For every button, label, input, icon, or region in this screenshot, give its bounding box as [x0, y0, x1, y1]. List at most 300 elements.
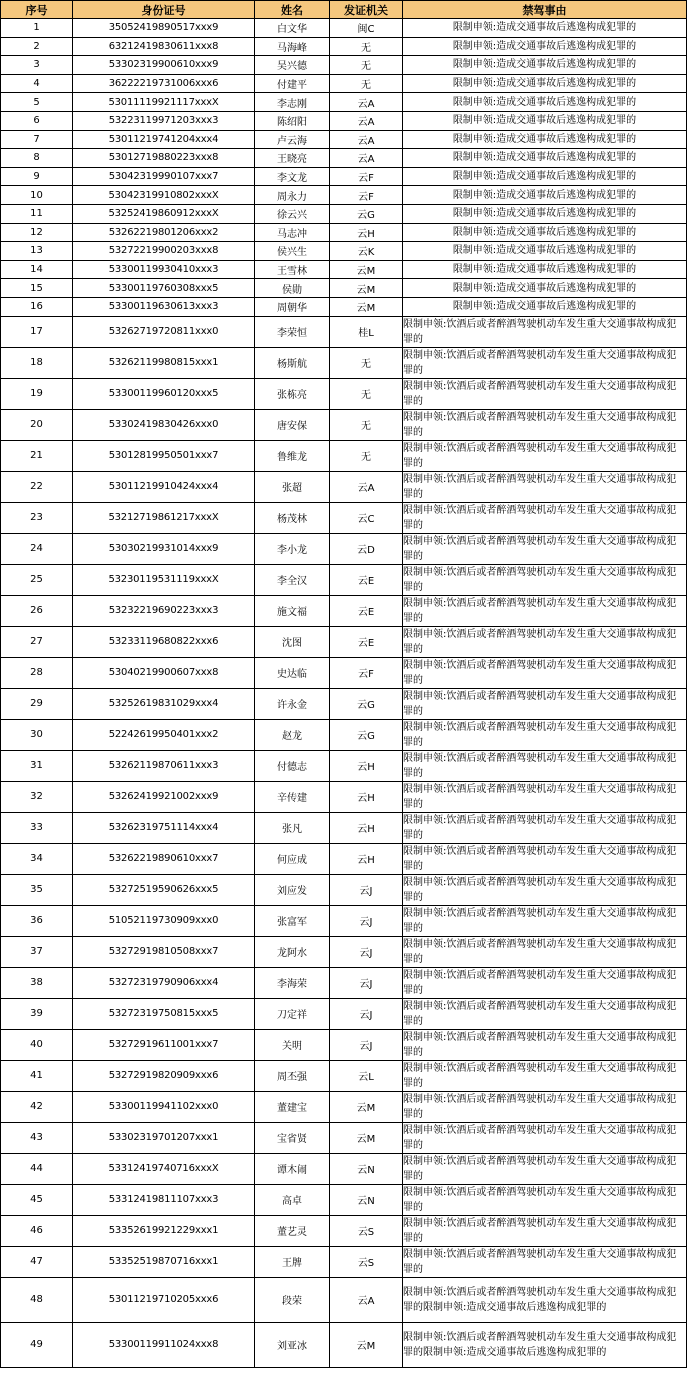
table-row [1, 688, 687, 719]
cell-name: 辛传建 [255, 781, 330, 812]
header-row [1, 1, 687, 19]
table-row [1, 967, 687, 998]
cell-org: 云N [330, 1184, 403, 1215]
cell-no: 19 [1, 378, 73, 409]
cell-org: 云M [330, 1122, 403, 1153]
cell-no: 38 [1, 967, 73, 998]
table-row [1, 750, 687, 781]
cell-no: 45 [1, 1184, 73, 1215]
cell-id: 53272319750815xxx5 [73, 998, 255, 1029]
table-row [1, 111, 687, 130]
cell-org: 云J [330, 998, 403, 1029]
cell-no: 25 [1, 564, 73, 595]
table-row [1, 905, 687, 936]
cell-name: 吴兴德 [255, 56, 330, 75]
header-name: 姓名 [255, 1, 330, 19]
cell-id: 53040219900607xxx8 [73, 657, 255, 688]
cell-reason: 限制申领:饮酒后或者醉酒驾驶机动车发生重大交通事故构成犯罪的限制申领:造成交通事故后逃逸构成犯罪的 [403, 1322, 687, 1367]
cell-reason: 限制申领:造成交通事故后逃逸构成犯罪的 [403, 19, 687, 38]
cell-org: 无 [330, 440, 403, 471]
cell-org: 云J [330, 967, 403, 998]
table-row [1, 167, 687, 186]
cell-org: 云K [330, 242, 403, 261]
cell-org: 云G [330, 204, 403, 223]
cell-no: 4 [1, 74, 73, 93]
cell-reason: 限制申领:饮酒后或者醉酒驾驶机动车发生重大交通事故构成犯罪的 [403, 1060, 687, 1091]
table-row [1, 812, 687, 843]
cell-id: 53300119930410xxx3 [73, 260, 255, 279]
table-row [1, 149, 687, 168]
cell-org: 桂L [330, 316, 403, 347]
cell-reason: 限制申领:造成交通事故后逃逸构成犯罪的 [403, 74, 687, 93]
cell-no: 36 [1, 905, 73, 936]
table-row [1, 260, 687, 279]
table-row [1, 186, 687, 205]
cell-no: 8 [1, 149, 73, 168]
cell-reason: 限制申领:造成交通事故后逃逸构成犯罪的 [403, 111, 687, 130]
cell-id: 53042319990107xxx7 [73, 167, 255, 186]
cell-org: 无 [330, 37, 403, 56]
table-row [1, 533, 687, 564]
cell-org: 云M [330, 279, 403, 298]
header-reason: 禁驾事由 [403, 1, 687, 19]
cell-id: 53252619831029xxx4 [73, 688, 255, 719]
cell-no: 6 [1, 111, 73, 130]
cell-reason: 限制申领:饮酒后或者醉酒驾驶机动车发生重大交通事故构成犯罪的 [403, 812, 687, 843]
cell-name: 侯兴生 [255, 242, 330, 261]
cell-name: 周朝华 [255, 297, 330, 316]
cell-no: 12 [1, 223, 73, 242]
cell-reason: 限制申领:饮酒后或者醉酒驾驶机动车发生重大交通事故构成犯罪的 [403, 781, 687, 812]
cell-reason: 限制申领:饮酒后或者醉酒驾驶机动车发生重大交通事故构成犯罪的 [403, 998, 687, 1029]
cell-name: 周永力 [255, 186, 330, 205]
cell-reason: 限制申领:造成交通事故后逃逸构成犯罪的 [403, 93, 687, 112]
cell-reason: 限制申领:饮酒后或者醉酒驾驶机动车发生重大交通事故构成犯罪的 [403, 595, 687, 626]
table-row [1, 595, 687, 626]
cell-id: 53012819950501xxx7 [73, 440, 255, 471]
cell-no: 14 [1, 260, 73, 279]
cell-no: 16 [1, 297, 73, 316]
cell-id: 53272919611001xxx7 [73, 1029, 255, 1060]
cell-id: 53302419830426xxx0 [73, 409, 255, 440]
cell-reason: 限制申领:饮酒后或者醉酒驾驶机动车发生重大交通事故构成犯罪的 [403, 1184, 687, 1215]
cell-org: 云D [330, 533, 403, 564]
cell-no: 49 [1, 1322, 73, 1367]
table-row [1, 440, 687, 471]
cell-org: 云A [330, 1277, 403, 1322]
cell-org: 云H [330, 750, 403, 781]
cell-org: 云F [330, 186, 403, 205]
cell-name: 李小龙 [255, 533, 330, 564]
cell-name: 高卓 [255, 1184, 330, 1215]
cell-reason: 限制申领:饮酒后或者醉酒驾驶机动车发生重大交通事故构成犯罪的 [403, 409, 687, 440]
cell-name: 李全汉 [255, 564, 330, 595]
cell-no: 40 [1, 1029, 73, 1060]
cell-reason: 限制申领:饮酒后或者醉酒驾驶机动车发生重大交通事故构成犯罪的 [403, 502, 687, 533]
cell-name: 张栋亮 [255, 378, 330, 409]
cell-reason: 限制申领:饮酒后或者醉酒驾驶机动车发生重大交通事故构成犯罪的 [403, 688, 687, 719]
cell-id: 53212719861217xxxX [73, 502, 255, 533]
cell-name: 王雪林 [255, 260, 330, 279]
cell-no: 35 [1, 874, 73, 905]
cell-id: 51052119730909xxx0 [73, 905, 255, 936]
cell-no: 42 [1, 1091, 73, 1122]
cell-no: 21 [1, 440, 73, 471]
cell-no: 39 [1, 998, 73, 1029]
cell-name: 史达临 [255, 657, 330, 688]
cell-no: 11 [1, 204, 73, 223]
cell-reason: 限制申领:饮酒后或者醉酒驾驶机动车发生重大交通事故构成犯罪的 [403, 347, 687, 378]
cell-reason: 限制申领:饮酒后或者醉酒驾驶机动车发生重大交通事故构成犯罪的 [403, 1122, 687, 1153]
cell-reason: 限制申领:饮酒后或者醉酒驾驶机动车发生重大交通事故构成犯罪的 [403, 1029, 687, 1060]
cell-id: 53012719880223xxx8 [73, 149, 255, 168]
table-row [1, 1277, 687, 1322]
cell-no: 44 [1, 1153, 73, 1184]
cell-reason: 限制申领:饮酒后或者醉酒驾驶机动车发生重大交通事故构成犯罪的 [403, 1246, 687, 1277]
table-body [1, 19, 687, 1368]
cell-no: 30 [1, 719, 73, 750]
cell-id: 53030219931014xxx9 [73, 533, 255, 564]
cell-id: 53262219801206xxx2 [73, 223, 255, 242]
table-row [1, 502, 687, 533]
cell-name: 刀定祥 [255, 998, 330, 1029]
table-row [1, 37, 687, 56]
cell-name: 关明 [255, 1029, 330, 1060]
table-row [1, 93, 687, 112]
cell-id: 53262319751114xxx4 [73, 812, 255, 843]
table-row [1, 1060, 687, 1091]
table-row [1, 223, 687, 242]
cell-org: 云J [330, 1029, 403, 1060]
cell-id: 53302319900610xxx9 [73, 56, 255, 75]
cell-name: 龙阿水 [255, 936, 330, 967]
cell-name: 赵龙 [255, 719, 330, 750]
cell-reason: 限制申领:造成交通事故后逃逸构成犯罪的 [403, 149, 687, 168]
cell-no: 23 [1, 502, 73, 533]
header-id: 身份证号 [73, 1, 255, 19]
table-row [1, 874, 687, 905]
cell-id: 53272919810508xxx7 [73, 936, 255, 967]
table-row [1, 316, 687, 347]
cell-name: 陈绍阳 [255, 111, 330, 130]
cell-org: 无 [330, 74, 403, 93]
cell-reason: 限制申领:造成交通事故后逃逸构成犯罪的 [403, 223, 687, 242]
cell-reason: 限制申领:饮酒后或者醉酒驾驶机动车发生重大交通事故构成犯罪的 [403, 843, 687, 874]
table-row [1, 297, 687, 316]
cell-name: 徐云兴 [255, 204, 330, 223]
cell-org: 云A [330, 149, 403, 168]
cell-reason: 限制申领:饮酒后或者醉酒驾驶机动车发生重大交通事故构成犯罪的 [403, 316, 687, 347]
cell-no: 37 [1, 936, 73, 967]
cell-no: 31 [1, 750, 73, 781]
cell-id: 53272519590626xxx5 [73, 874, 255, 905]
cell-reason: 限制申领:造成交通事故后逃逸构成犯罪的 [403, 130, 687, 149]
table-row [1, 1153, 687, 1184]
cell-name: 王牌 [255, 1246, 330, 1277]
cell-no: 33 [1, 812, 73, 843]
cell-id: 53262219890610xxx7 [73, 843, 255, 874]
table-row [1, 1122, 687, 1153]
cell-id: 53300119960120xxx5 [73, 378, 255, 409]
cell-id: 53300119760308xxx5 [73, 279, 255, 298]
cell-no: 34 [1, 843, 73, 874]
table-row [1, 1215, 687, 1246]
cell-no: 15 [1, 279, 73, 298]
cell-id: 53272919820909xxx6 [73, 1060, 255, 1091]
cell-org: 无 [330, 347, 403, 378]
table-row [1, 564, 687, 595]
cell-no: 3 [1, 56, 73, 75]
cell-name: 施文福 [255, 595, 330, 626]
cell-org: 云M [330, 1322, 403, 1367]
cell-org: 云M [330, 297, 403, 316]
cell-org: 云N [330, 1153, 403, 1184]
cell-name: 杨茂林 [255, 502, 330, 533]
cell-name: 白文华 [255, 19, 330, 38]
cell-name: 刘亚冰 [255, 1322, 330, 1367]
table-row [1, 409, 687, 440]
cell-name: 李文龙 [255, 167, 330, 186]
cell-org: 云E [330, 626, 403, 657]
table-header [1, 1, 687, 19]
cell-reason: 限制申领:造成交通事故后逃逸构成犯罪的 [403, 204, 687, 223]
cell-id: 53230119531119xxxX [73, 564, 255, 595]
cell-org: 云L [330, 1060, 403, 1091]
cell-name: 宝省贤 [255, 1122, 330, 1153]
cell-no: 47 [1, 1246, 73, 1277]
cell-id: 53302319701207xxx1 [73, 1122, 255, 1153]
cell-no: 48 [1, 1277, 73, 1322]
cell-org: 云E [330, 564, 403, 595]
table-row [1, 56, 687, 75]
cell-id: 53262119870611xxx3 [73, 750, 255, 781]
cell-reason: 限制申领:造成交通事故后逃逸构成犯罪的 [403, 279, 687, 298]
table-row [1, 1246, 687, 1277]
cell-no: 22 [1, 471, 73, 502]
table-row [1, 74, 687, 93]
cell-id: 53352519870716xxx1 [73, 1246, 255, 1277]
cell-no: 1 [1, 19, 73, 38]
cell-org: 云H [330, 781, 403, 812]
cell-name: 李海荣 [255, 967, 330, 998]
header-org: 发证机关 [330, 1, 403, 19]
table-row [1, 279, 687, 298]
cell-reason: 限制申领:饮酒后或者醉酒驾驶机动车发生重大交通事故构成犯罪的 [403, 1153, 687, 1184]
cell-no: 2 [1, 37, 73, 56]
cell-no: 24 [1, 533, 73, 564]
cell-org: 云A [330, 130, 403, 149]
cell-reason: 限制申领:饮酒后或者醉酒驾驶机动车发生重大交通事故构成犯罪的 [403, 1091, 687, 1122]
cell-reason: 限制申领:造成交通事故后逃逸构成犯罪的 [403, 167, 687, 186]
cell-org: 云S [330, 1246, 403, 1277]
cell-id: 53312419811107xxx3 [73, 1184, 255, 1215]
cell-org: 云G [330, 719, 403, 750]
cell-id: 53312419740716xxxX [73, 1153, 255, 1184]
cell-org: 无 [330, 56, 403, 75]
table-row [1, 1029, 687, 1060]
cell-org: 云A [330, 111, 403, 130]
cell-reason: 限制申领:饮酒后或者醉酒驾驶机动车发生重大交通事故构成犯罪的 [403, 378, 687, 409]
cell-name: 付德志 [255, 750, 330, 781]
cell-name: 段荣 [255, 1277, 330, 1322]
cell-org: 云A [330, 471, 403, 502]
table-row [1, 130, 687, 149]
table-row [1, 471, 687, 502]
cell-no: 18 [1, 347, 73, 378]
cell-name: 鲁维龙 [255, 440, 330, 471]
cell-org: 云E [330, 595, 403, 626]
header-no: 序号 [1, 1, 73, 19]
cell-id: 53232219690223xxx3 [73, 595, 255, 626]
cell-id: 53262719720811xxx0 [73, 316, 255, 347]
table-row [1, 998, 687, 1029]
cell-org: 云J [330, 905, 403, 936]
cell-reason: 限制申领:饮酒后或者醉酒驾驶机动车发生重大交通事故构成犯罪的 [403, 657, 687, 688]
cell-reason: 限制申领:造成交通事故后逃逸构成犯罪的 [403, 56, 687, 75]
table-row [1, 657, 687, 688]
cell-name: 李志刚 [255, 93, 330, 112]
cell-org: 云J [330, 874, 403, 905]
table-row [1, 347, 687, 378]
table-row [1, 19, 687, 38]
cell-name: 侯勋 [255, 279, 330, 298]
cell-id: 53262419921002xxx9 [73, 781, 255, 812]
cell-id: 53011219910424xxx4 [73, 471, 255, 502]
table-row [1, 719, 687, 750]
table-row [1, 1091, 687, 1122]
cell-reason: 限制申领:饮酒后或者醉酒驾驶机动车发生重大交通事故构成犯罪的 [403, 719, 687, 750]
cell-name: 许永金 [255, 688, 330, 719]
cell-org: 云H [330, 812, 403, 843]
cell-no: 20 [1, 409, 73, 440]
cell-no: 29 [1, 688, 73, 719]
table-row [1, 1322, 687, 1367]
cell-name: 王晓亮 [255, 149, 330, 168]
cell-id: 36222219731006xxx6 [73, 74, 255, 93]
cell-name: 李荣恒 [255, 316, 330, 347]
table-row [1, 781, 687, 812]
cell-id: 63212419830611xxx8 [73, 37, 255, 56]
cell-id: 52242619950401xxx2 [73, 719, 255, 750]
cell-no: 13 [1, 242, 73, 261]
cell-org: 云S [330, 1215, 403, 1246]
cell-id: 53252419860912xxxX [73, 204, 255, 223]
cell-no: 27 [1, 626, 73, 657]
cell-org: 无 [330, 378, 403, 409]
cell-name: 谭木闹 [255, 1153, 330, 1184]
cell-name: 杨斯航 [255, 347, 330, 378]
cell-name: 刘应发 [255, 874, 330, 905]
cell-name: 何应成 [255, 843, 330, 874]
cell-no: 26 [1, 595, 73, 626]
cell-reason: 限制申领:饮酒后或者醉酒驾驶机动车发生重大交通事故构成犯罪的 [403, 967, 687, 998]
cell-no: 32 [1, 781, 73, 812]
cell-no: 9 [1, 167, 73, 186]
table-row [1, 843, 687, 874]
cell-reason: 限制申领:饮酒后或者醉酒驾驶机动车发生重大交通事故构成犯罪的 [403, 471, 687, 502]
cell-reason: 限制申领:饮酒后或者醉酒驾驶机动车发生重大交通事故构成犯罪的 [403, 905, 687, 936]
cell-reason: 限制申领:造成交通事故后逃逸构成犯罪的 [403, 260, 687, 279]
cell-reason: 限制申领:饮酒后或者醉酒驾驶机动车发生重大交通事故构成犯罪的限制申领:造成交通事故后逃逸构成犯罪的 [403, 1277, 687, 1322]
table-row [1, 378, 687, 409]
cell-id: 53011219741204xxx4 [73, 130, 255, 149]
cell-reason: 限制申领:造成交通事故后逃逸构成犯罪的 [403, 297, 687, 316]
cell-name: 马志冲 [255, 223, 330, 242]
cell-id: 53300119941102xxx0 [73, 1091, 255, 1122]
cell-reason: 限制申领:造成交通事故后逃逸构成犯罪的 [403, 242, 687, 261]
cell-org: 云A [330, 93, 403, 112]
cell-no: 43 [1, 1122, 73, 1153]
cell-id: 53011119921117xxxX [73, 93, 255, 112]
table-row [1, 242, 687, 261]
cell-name: 唐安保 [255, 409, 330, 440]
cell-org: 云C [330, 502, 403, 533]
cell-org: 云F [330, 657, 403, 688]
table-row [1, 1184, 687, 1215]
cell-org: 无 [330, 409, 403, 440]
cell-reason: 限制申领:饮酒后或者醉酒驾驶机动车发生重大交通事故构成犯罪的 [403, 936, 687, 967]
cell-id: 53011219710205xxx6 [73, 1277, 255, 1322]
cell-name: 沈图 [255, 626, 330, 657]
table-row [1, 204, 687, 223]
cell-no: 41 [1, 1060, 73, 1091]
cell-name: 付建平 [255, 74, 330, 93]
cell-name: 董艺灵 [255, 1215, 330, 1246]
cell-no: 46 [1, 1215, 73, 1246]
cell-reason: 限制申领:饮酒后或者醉酒驾驶机动车发生重大交通事故构成犯罪的 [403, 564, 687, 595]
cell-name: 张富军 [255, 905, 330, 936]
cell-org: 云M [330, 1091, 403, 1122]
cell-no: 10 [1, 186, 73, 205]
cell-org: 云M [330, 260, 403, 279]
cell-name: 周丕强 [255, 1060, 330, 1091]
cell-no: 17 [1, 316, 73, 347]
cell-org: 云G [330, 688, 403, 719]
cell-name: 董建宝 [255, 1091, 330, 1122]
cell-org: 云H [330, 843, 403, 874]
cell-id: 53233119680822xxx6 [73, 626, 255, 657]
cell-reason: 限制申领:饮酒后或者醉酒驾驶机动车发生重大交通事故构成犯罪的 [403, 533, 687, 564]
table-row [1, 626, 687, 657]
cell-name: 张超 [255, 471, 330, 502]
cell-id: 53272319790906xxx4 [73, 967, 255, 998]
cell-id: 53352619921229xxx1 [73, 1215, 255, 1246]
cell-no: 5 [1, 93, 73, 112]
cell-id: 53272219900203xxx8 [73, 242, 255, 261]
cell-id: 53223119971203xxx3 [73, 111, 255, 130]
cell-id: 53300119630613xxx3 [73, 297, 255, 316]
cell-reason: 限制申领:饮酒后或者醉酒驾驶机动车发生重大交通事故构成犯罪的 [403, 1215, 687, 1246]
cell-id: 53262119980815xxx1 [73, 347, 255, 378]
cell-reason: 限制申领:饮酒后或者醉酒驾驶机动车发生重大交通事故构成犯罪的 [403, 440, 687, 471]
cell-org: 云F [330, 167, 403, 186]
cell-no: 7 [1, 130, 73, 149]
cell-id: 53300119911024xxx8 [73, 1322, 255, 1367]
cell-reason: 限制申领:造成交通事故后逃逸构成犯罪的 [403, 186, 687, 205]
cell-reason: 限制申领:饮酒后或者醉酒驾驶机动车发生重大交通事故构成犯罪的 [403, 874, 687, 905]
cell-reason: 限制申领:饮酒后或者醉酒驾驶机动车发生重大交通事故构成犯罪的 [403, 750, 687, 781]
cell-name: 张凡 [255, 812, 330, 843]
cell-no: 28 [1, 657, 73, 688]
cell-reason: 限制申领:饮酒后或者醉酒驾驶机动车发生重大交通事故构成犯罪的 [403, 626, 687, 657]
cell-org: 闽C [330, 19, 403, 38]
cell-id: 35052419890517xxx9 [73, 19, 255, 38]
cell-id: 53042319910802xxxX [73, 186, 255, 205]
cell-name: 卢云海 [255, 130, 330, 149]
cell-reason: 限制申领:造成交通事故后逃逸构成犯罪的 [403, 37, 687, 56]
table-row [1, 936, 687, 967]
cell-org: 云H [330, 223, 403, 242]
